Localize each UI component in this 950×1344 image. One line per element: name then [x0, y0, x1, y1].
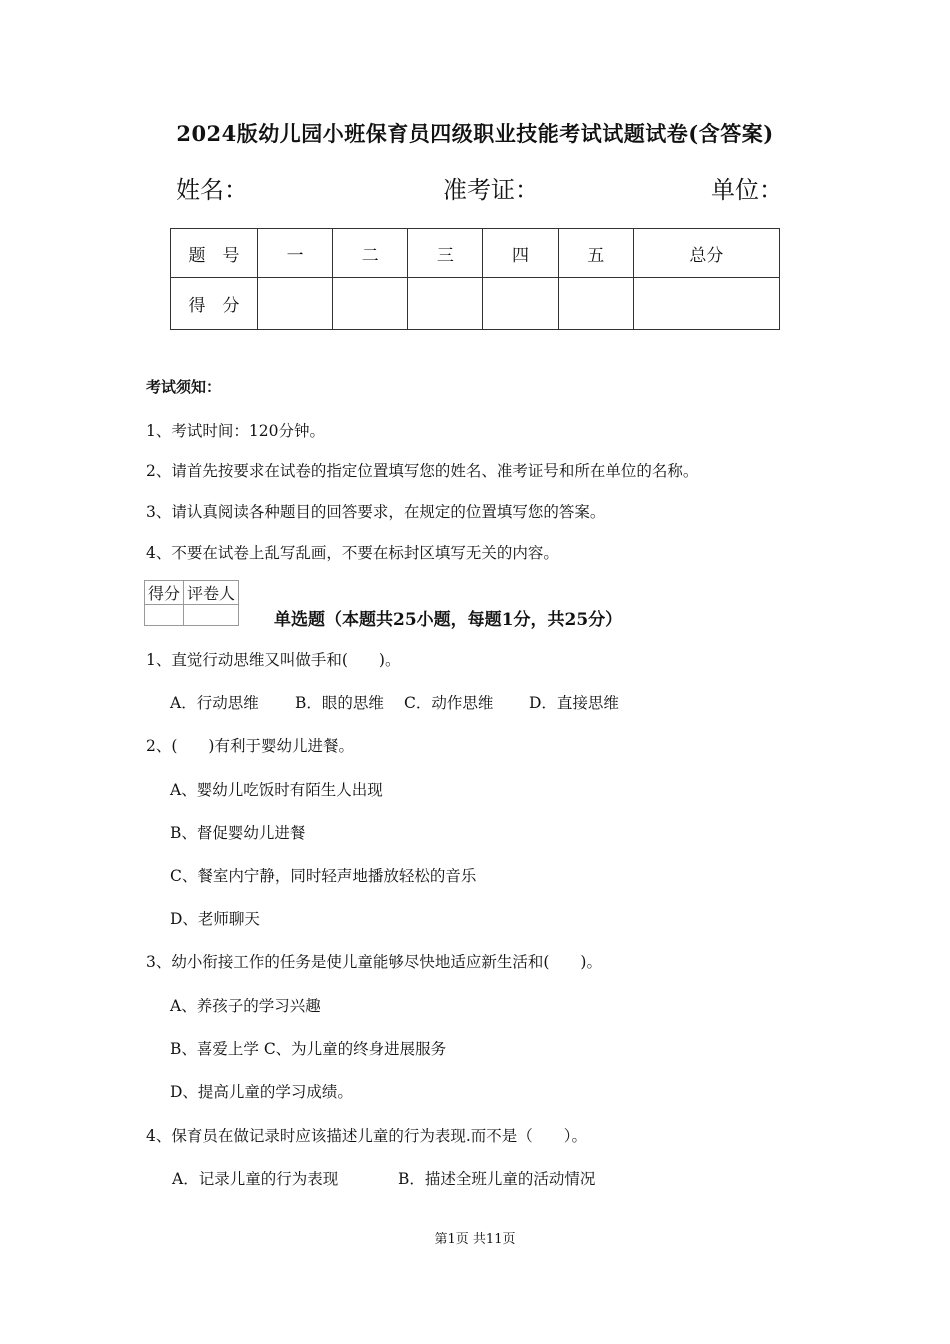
score-table-cell: 二: [333, 229, 408, 278]
page-footer: 第1页 共11页: [434, 1232, 516, 1247]
score-table-cell: 四: [483, 229, 558, 278]
question-option: D、老师聊天: [170, 910, 260, 928]
grader-reviewer-cell[interactable]: [184, 605, 239, 626]
score-input-cell[interactable]: [408, 278, 483, 330]
question-option: D、提高儿童的学习成绩。: [170, 1083, 353, 1101]
question-option: D．直接思维: [529, 694, 619, 712]
score-table: [170, 228, 780, 330]
grader-score-label: 得分: [145, 581, 184, 605]
grader-score-cell[interactable]: [145, 605, 184, 626]
question-option: A．记录儿童的行为表现: [172, 1170, 339, 1188]
page-title: 2024版幼儿园小班保育员四级职业技能考试试题试卷(含答案): [176, 121, 774, 146]
score-table-cell: 题 号: [171, 229, 258, 278]
grader-box: [144, 580, 239, 626]
question-option: C．动作思维: [404, 694, 494, 712]
score-table-cell: 总分: [633, 229, 779, 278]
exam-id-field-label: 准考证：: [443, 176, 539, 204]
score-input-cell[interactable]: [483, 278, 558, 330]
question-stem: 4、保育员在做记录时应该描述儿童的行为表现.而不是（ ）。: [146, 1127, 588, 1145]
score-input-cell[interactable]: [558, 278, 633, 330]
question-option: B．描述全班儿童的活动情况: [398, 1170, 596, 1188]
question-option: A、婴幼儿吃饭时有陌生人出现: [170, 781, 383, 799]
score-input-cell[interactable]: [333, 278, 408, 330]
notice-item: 2、请首先按要求在试卷的指定位置填写您的姓名、准考证号和所在单位的名称。: [146, 462, 699, 480]
question-stem: 3、幼小衔接工作的任务是使儿童能够尽快地适应新生活和( )。: [146, 953, 602, 971]
unit-field-label: 单位：: [711, 176, 783, 204]
question-option: B．眼的思维: [295, 694, 384, 712]
score-table-cell: 得 分: [171, 278, 258, 330]
notice-item: 4、不要在试卷上乱写乱画，不要在标封区填写无关的内容。: [146, 544, 559, 562]
section-title: 单选题（本题共25小题，每题1分，共25分）: [274, 610, 623, 630]
score-input-cell[interactable]: [258, 278, 333, 330]
question-stem: 2、( )有利于婴幼儿进餐。: [146, 737, 354, 755]
question-stem: 1、直觉行动思维又叫做手和( )。: [146, 651, 401, 669]
question-option: C、餐室内宁静，同时轻声地播放轻松的音乐: [170, 867, 477, 885]
score-table-score-row: [171, 278, 780, 330]
score-input-cell[interactable]: [633, 278, 779, 330]
score-table-header-row: [171, 229, 780, 278]
score-table-cell: 五: [558, 229, 633, 278]
grader-reviewer-label: 评卷人: [184, 581, 239, 605]
question-option: B、督促婴幼儿进餐: [170, 824, 306, 842]
notice-item: 3、请认真阅读各种题目的回答要求，在规定的位置填写您的答案。: [146, 503, 606, 521]
score-table-cell: 一: [258, 229, 333, 278]
question-option: A、养孩子的学习兴趣: [170, 997, 321, 1015]
notice-item: 1、考试时间：120分钟。: [146, 422, 325, 440]
name-field-label: 姓名：: [176, 176, 248, 204]
notice-heading: 考试须知：: [146, 378, 222, 396]
question-option: A．行动思维: [170, 694, 259, 712]
question-option: B、喜爱上学 C、为儿童的终身进展服务: [170, 1040, 447, 1058]
score-table-cell: 三: [408, 229, 483, 278]
